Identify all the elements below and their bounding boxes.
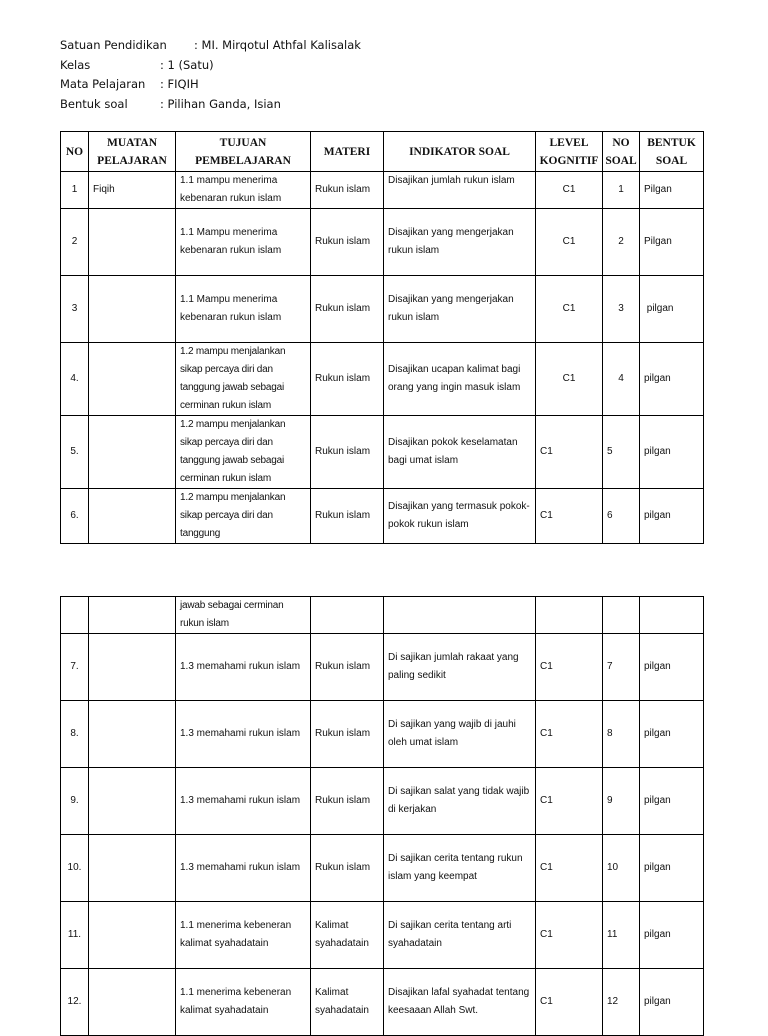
cell-tujuan: 1.2 mampu menjalankan sikap percaya diri dan tanggung jawab sebagai cerminan rukun islam bbox=[176, 416, 311, 489]
cell-no: 5. bbox=[61, 416, 89, 489]
cell-nosoal: 5 bbox=[603, 416, 640, 489]
header-label: Satuan Pendidikan bbox=[60, 38, 167, 52]
cell-indikator: Disajikan pokok keselamatan bagi umat islam bbox=[384, 416, 536, 489]
table-row bbox=[61, 768, 704, 835]
col-header-muatan: MUATAN PELAJARAN bbox=[89, 132, 176, 172]
cell-bentuk: pilgan bbox=[640, 902, 704, 969]
cell-muatan bbox=[89, 276, 176, 343]
header-value: : 1 (Satu) bbox=[160, 57, 214, 72]
cell-no: 4. bbox=[61, 343, 89, 416]
col-header-bentuk: BENTUK SOAL bbox=[640, 132, 704, 172]
table-row bbox=[61, 701, 704, 768]
cell-level: C1 bbox=[536, 209, 603, 276]
cell-indikator: Disajikan jumlah rukun islam bbox=[384, 172, 536, 209]
cell-indikator: Disajikan yang mengerjakan rukun islam bbox=[384, 209, 536, 276]
table-row bbox=[61, 902, 704, 969]
cell-indikator: Di sajikan cerita tentang arti syahadatain bbox=[384, 902, 536, 969]
cell-no bbox=[61, 597, 89, 634]
cell-tujuan: 1.1 menerima kebeneran kalimat syahadatain bbox=[176, 969, 311, 1036]
table-row bbox=[61, 209, 704, 276]
cell-level: C1 bbox=[536, 701, 603, 768]
cell-indikator: Disajikan yang mengerjakan rukun islam bbox=[384, 276, 536, 343]
cell-materi: Rukun islam bbox=[311, 343, 384, 416]
cell-level bbox=[536, 597, 603, 634]
cell-muatan bbox=[89, 489, 176, 544]
cell-no: 8. bbox=[61, 701, 89, 768]
col-header-nosoal: NO SOAL bbox=[603, 132, 640, 172]
cell-tujuan: jawab sebagai cerminan rukun islam bbox=[176, 597, 311, 634]
cell-tujuan: 1.1 Mampu menerima kebenaran rukun islam bbox=[176, 209, 311, 276]
cell-tujuan: 1.3 memahami rukun islam bbox=[176, 701, 311, 768]
cell-nosoal: 7 bbox=[603, 634, 640, 701]
cell-no: 12. bbox=[61, 969, 89, 1036]
cell-nosoal: 4 bbox=[603, 343, 640, 416]
cell-bentuk: pilgan bbox=[640, 768, 704, 835]
cell-bentuk: pilgan bbox=[640, 489, 704, 544]
cell-level: C1 bbox=[536, 768, 603, 835]
table-row bbox=[61, 969, 704, 1036]
cell-bentuk: Pilgan bbox=[640, 172, 704, 209]
table-row bbox=[61, 489, 704, 544]
cell-indikator: Di sajikan jumlah rakaat yang paling sedikit bbox=[384, 634, 536, 701]
col-header-no: NO bbox=[61, 132, 89, 172]
cell-materi: Rukun islam bbox=[311, 276, 384, 343]
cell-bentuk: pilgan bbox=[640, 701, 704, 768]
cell-no: 11. bbox=[61, 902, 89, 969]
cell-nosoal: 2 bbox=[603, 209, 640, 276]
cell-materi: Kalimat syahadatain bbox=[311, 902, 384, 969]
cell-nosoal bbox=[603, 597, 640, 634]
cell-muatan bbox=[89, 768, 176, 835]
cell-tujuan: 1.3 memahami rukun islam bbox=[176, 768, 311, 835]
cell-level: C1 bbox=[536, 489, 603, 544]
cell-muatan bbox=[89, 969, 176, 1036]
cell-level: C1 bbox=[536, 276, 603, 343]
cell-tujuan: 1.1 menerima kebeneran kalimat syahadatain bbox=[176, 902, 311, 969]
cell-muatan: Fiqih bbox=[89, 172, 176, 209]
cell-bentuk: pilgan bbox=[640, 969, 704, 1036]
table-row-continuation bbox=[61, 597, 704, 634]
table-row bbox=[61, 835, 704, 902]
cell-no: 9. bbox=[61, 768, 89, 835]
cell-muatan bbox=[89, 416, 176, 489]
cell-bentuk: pilgan bbox=[640, 634, 704, 701]
cell-nosoal: 6 bbox=[603, 489, 640, 544]
cell-no: 7. bbox=[61, 634, 89, 701]
cell-muatan bbox=[89, 634, 176, 701]
table-header-row bbox=[61, 132, 704, 172]
cell-level: C1 bbox=[536, 416, 603, 489]
cell-nosoal: 10 bbox=[603, 835, 640, 902]
cell-bentuk bbox=[640, 597, 704, 634]
cell-tujuan: 1.2 mampu menjalankan sikap percaya diri dan tanggung bbox=[176, 489, 311, 544]
cell-materi: Rukun islam bbox=[311, 835, 384, 902]
cell-tujuan: 1.3 memahami rukun islam bbox=[176, 835, 311, 902]
cell-indikator: Disajikan yang termasuk pokok-pokok rukun islam bbox=[384, 489, 536, 544]
cell-tujuan: 1.2 mampu menjalankan sikap percaya diri dan tanggung jawab sebagai cerminan rukun islam bbox=[176, 343, 311, 416]
cell-muatan bbox=[89, 597, 176, 634]
cell-tujuan: 1.3 memahami rukun islam bbox=[176, 634, 311, 701]
cell-indikator: Di sajikan yang wajib di jauhi oleh umat islam bbox=[384, 701, 536, 768]
cell-indikator: Di sajikan cerita tentang rukun islam yang keempat bbox=[384, 835, 536, 902]
cell-materi: Rukun islam bbox=[311, 489, 384, 544]
cell-level: C1 bbox=[536, 835, 603, 902]
col-header-level: LEVEL KOGNITIF bbox=[536, 132, 603, 172]
cell-materi bbox=[311, 597, 384, 634]
header-value: : FIQIH bbox=[160, 77, 199, 92]
table-row bbox=[61, 172, 704, 209]
cell-bentuk: Pilgan bbox=[640, 209, 704, 276]
cell-nosoal: 1 bbox=[603, 172, 640, 209]
col-header-indikator: INDIKATOR SOAL bbox=[384, 132, 536, 172]
col-header-tujuan: TUJUAN PEMBELAJARAN bbox=[176, 132, 311, 172]
header-value: : Pilihan Ganda, Isian bbox=[160, 96, 281, 111]
cell-no: 1 bbox=[61, 172, 89, 209]
cell-nosoal: 9 bbox=[603, 768, 640, 835]
cell-no: 2 bbox=[61, 209, 89, 276]
cell-level: C1 bbox=[536, 343, 603, 416]
cell-muatan bbox=[89, 209, 176, 276]
cell-bentuk: pilgan bbox=[640, 835, 704, 902]
cell-muatan bbox=[89, 343, 176, 416]
cell-level: C1 bbox=[536, 902, 603, 969]
cell-no: 3 bbox=[61, 276, 89, 343]
cell-level: C1 bbox=[536, 172, 603, 209]
col-header-materi: MATERI bbox=[311, 132, 384, 172]
table-row bbox=[61, 276, 704, 343]
table-row bbox=[61, 634, 704, 701]
cell-indikator bbox=[384, 597, 536, 634]
cell-indikator: Disajikan ucapan kalimat bagi orang yang ingin masuk islam bbox=[384, 343, 536, 416]
cell-muatan bbox=[89, 902, 176, 969]
cell-nosoal: 3 bbox=[603, 276, 640, 343]
cell-materi: Rukun islam bbox=[311, 172, 384, 209]
kisi-kisi-table-page-1 bbox=[60, 131, 704, 544]
table-row bbox=[61, 343, 704, 416]
cell-level: C1 bbox=[536, 634, 603, 701]
cell-level: C1 bbox=[536, 969, 603, 1036]
header-value: : MI. Mirqotul Athfal Kalisalak bbox=[194, 38, 361, 52]
cell-bentuk: pilgan bbox=[640, 276, 704, 343]
cell-indikator: Di sajikan salat yang tidak wajib di kerjakan bbox=[384, 768, 536, 835]
cell-materi: Rukun islam bbox=[311, 768, 384, 835]
cell-no: 6. bbox=[61, 489, 89, 544]
cell-bentuk: pilgan bbox=[640, 343, 704, 416]
header-label: Bentuk soal bbox=[60, 96, 128, 111]
header-label: Kelas bbox=[60, 57, 91, 72]
cell-muatan bbox=[89, 701, 176, 768]
cell-nosoal: 12 bbox=[603, 969, 640, 1036]
cell-materi: Rukun islam bbox=[311, 634, 384, 701]
cell-nosoal: 11 bbox=[603, 902, 640, 969]
cell-bentuk: pilgan bbox=[640, 416, 704, 489]
table-row bbox=[61, 416, 704, 489]
cell-materi: Kalimat syahadatain bbox=[311, 969, 384, 1036]
cell-tujuan: 1.1 mampu menerima kebenaran rukun islam bbox=[176, 172, 311, 209]
cell-materi: Rukun islam bbox=[311, 209, 384, 276]
header-label: Mata Pelajaran bbox=[60, 77, 146, 92]
cell-tujuan: 1.1 Mampu menerima kebenaran rukun islam bbox=[176, 276, 311, 343]
cell-nosoal: 8 bbox=[603, 701, 640, 768]
kisi-kisi-table-page-2 bbox=[60, 596, 704, 1036]
cell-materi: Rukun islam bbox=[311, 701, 384, 768]
cell-materi: Rukun islam bbox=[311, 416, 384, 489]
cell-no: 10. bbox=[61, 835, 89, 902]
cell-muatan bbox=[89, 835, 176, 902]
cell-indikator: Disajikan lafal syahadat tentang keesaaan Allah Swt. bbox=[384, 969, 536, 1036]
